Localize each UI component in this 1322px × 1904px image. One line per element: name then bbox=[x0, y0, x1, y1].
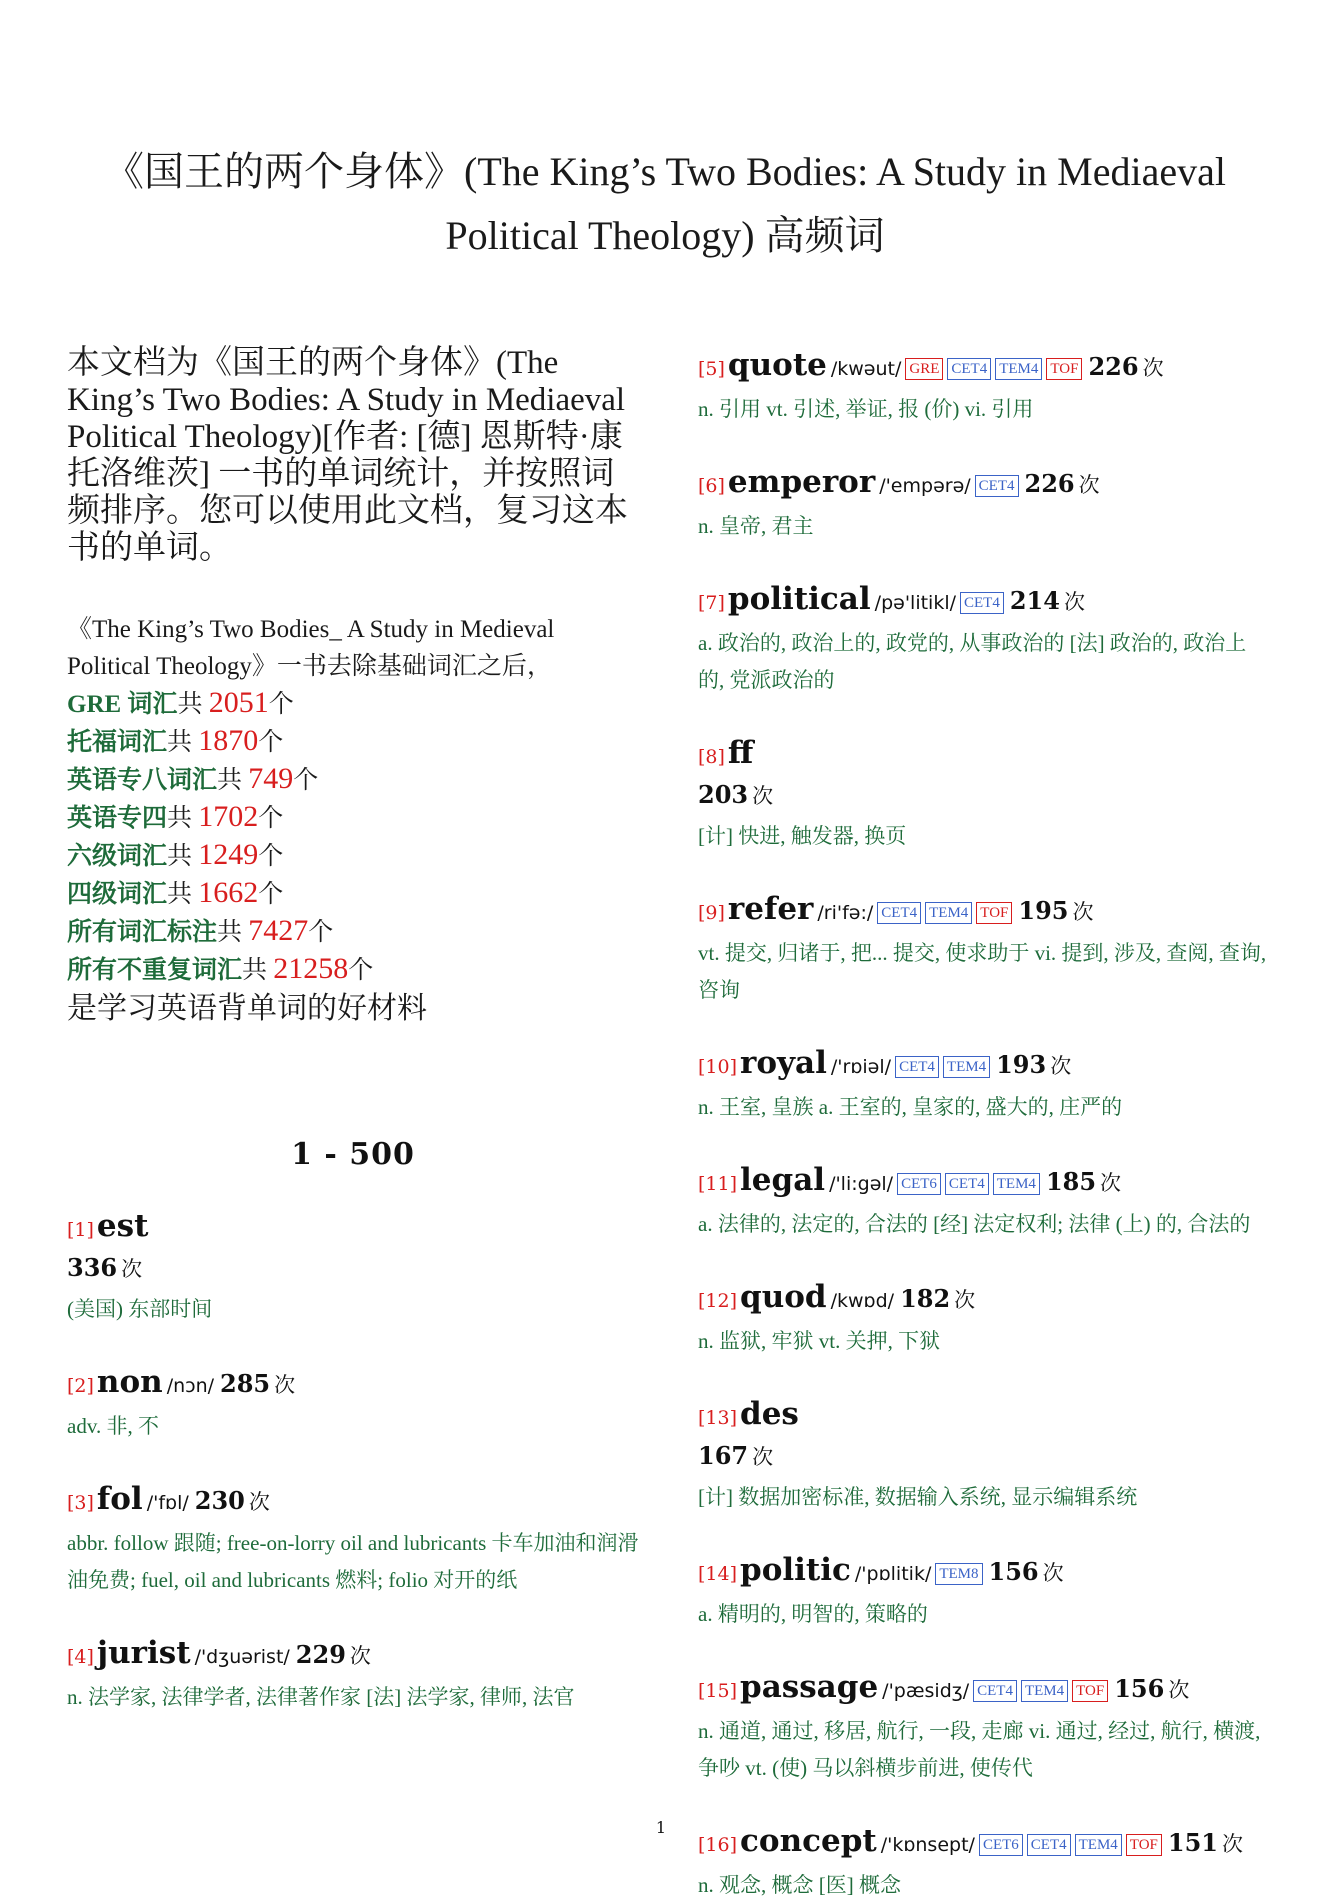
stat-unit: 个 bbox=[258, 729, 284, 756]
entry-word: concept bbox=[740, 1823, 877, 1859]
entry-index: [2] bbox=[67, 1375, 94, 1397]
stat-unit: 个 bbox=[293, 767, 319, 794]
frequency-count: 214 bbox=[1009, 586, 1060, 615]
entry-phonetic: /'empərə/ bbox=[879, 475, 971, 497]
entry-definition: n. 观念, 概念 [医] 概念 bbox=[698, 1873, 901, 1897]
entry-phonetic: /'pɒlitik/ bbox=[854, 1563, 932, 1585]
exam-tag-badge: TOF bbox=[1046, 358, 1082, 380]
entry-head bbox=[698, 1550, 1270, 1594]
frequency-unit: 次 bbox=[1142, 356, 1164, 380]
stat-row bbox=[67, 723, 639, 761]
entry-head bbox=[698, 733, 1270, 777]
entry-head bbox=[67, 1206, 639, 1250]
word-entry bbox=[698, 1550, 1270, 1633]
entry-definition: a. 精明的, 明智的, 策略的 bbox=[698, 1602, 928, 1626]
stat-unit: 个 bbox=[348, 957, 374, 984]
entry-frequency bbox=[894, 1284, 976, 1313]
entry-index: [11] bbox=[698, 1173, 738, 1195]
entry-phonetic: /kwɒd/ bbox=[830, 1290, 895, 1312]
entry-phonetic: /'rɒiəl/ bbox=[830, 1056, 892, 1078]
exam-tag-badge: CET6 bbox=[897, 1173, 941, 1195]
entry-frequency bbox=[698, 777, 1270, 816]
frequency-unit: 次 bbox=[1168, 1678, 1190, 1702]
frequency-count: 226 bbox=[1024, 469, 1075, 498]
frequency-unit: 次 bbox=[121, 1257, 143, 1281]
exam-tag-badge: CET4 bbox=[960, 592, 1004, 614]
document-title: 《国王的两个身体》(The King’s Two Bodies: A Study in Mediaeval Political Theology) 高频词 bbox=[104, 149, 1226, 258]
entry-head bbox=[698, 462, 1270, 506]
frequency-unit: 次 bbox=[1072, 900, 1094, 924]
exam-tag-badge: CET4 bbox=[877, 902, 921, 924]
exam-tag-badge: TEM8 bbox=[935, 1563, 982, 1585]
entry-index: [1] bbox=[67, 1219, 94, 1241]
entry-index: [10] bbox=[698, 1056, 738, 1078]
entry-word: fol bbox=[96, 1481, 143, 1517]
word-entry bbox=[698, 1394, 1270, 1516]
entry-word: quote bbox=[727, 347, 827, 383]
stat-value: 1870 bbox=[198, 724, 259, 757]
entry-frequency bbox=[990, 1050, 1072, 1079]
right-column bbox=[698, 345, 1270, 1904]
range-heading: 1 - 500 bbox=[291, 1137, 415, 1172]
entry-head bbox=[67, 1362, 639, 1406]
entry-phonetic: /ri'fə:/ bbox=[817, 902, 874, 924]
entry-word: royal bbox=[740, 1045, 827, 1081]
stat-unit: 个 bbox=[258, 805, 284, 832]
exam-tag-badge: TEM4 bbox=[995, 358, 1042, 380]
page-number: 1 bbox=[655, 1818, 667, 1837]
frequency-unit: 次 bbox=[1063, 590, 1085, 614]
exam-tag-badge: CET4 bbox=[947, 358, 991, 380]
entry-head bbox=[698, 1394, 1270, 1438]
frequency-count: 151 bbox=[1167, 1828, 1218, 1857]
entry-phonetic: /'li:gəl/ bbox=[829, 1173, 894, 1195]
exam-tag-badge: TEM4 bbox=[993, 1173, 1040, 1195]
closing-line: 是学习英语背单词的好材料 bbox=[67, 992, 427, 1025]
stat-value: 7427 bbox=[248, 914, 309, 947]
entry-definition: abbr. follow 跟随; free-on-lorry oil and lubricants 卡车加油和润滑油免费; fuel, oil and lubricants 燃料; folio 对开的纸 bbox=[67, 1531, 639, 1592]
entry-word: ff bbox=[727, 735, 754, 771]
entry-definition: n. 皇帝, 君主 bbox=[698, 514, 814, 538]
entry-word: passage bbox=[740, 1669, 879, 1705]
stat-suffix: 共 bbox=[217, 767, 249, 794]
entry-definition: n. 监狱, 牢狱 vt. 关押, 下狱 bbox=[698, 1329, 941, 1353]
stat-row bbox=[67, 685, 639, 723]
entry-phonetic: /'kɒnsept/ bbox=[880, 1834, 975, 1856]
entry-definition: n. 法学家, 法律学者, 法律著作家 [法] 法学家, 律师, 法官 bbox=[67, 1685, 575, 1709]
entry-definition: [计] 数据加密标准, 数据输入系统, 显示编辑系统 bbox=[698, 1485, 1138, 1509]
frequency-unit: 次 bbox=[954, 1288, 976, 1312]
entry-definition: vt. 提交, 归诸于, 把... 提交, 使求助于 vi. 提到, 涉及, 查阅, 查询, 咨询 bbox=[698, 941, 1267, 1002]
stat-label: 所有词汇标注 bbox=[67, 919, 218, 946]
entry-index: [13] bbox=[698, 1407, 738, 1429]
entry-frequency bbox=[1082, 352, 1164, 381]
stat-label: 托福词汇 bbox=[67, 729, 168, 756]
stat-suffix: 共 bbox=[167, 843, 199, 870]
word-entry bbox=[698, 889, 1270, 1009]
frequency-count: 226 bbox=[1088, 352, 1139, 381]
stat-suffix: 共 bbox=[242, 957, 274, 984]
entry-index: [16] bbox=[698, 1834, 738, 1856]
exam-tag-badge: TOF bbox=[976, 902, 1012, 924]
stat-row bbox=[67, 875, 639, 913]
stat-unit: 个 bbox=[258, 843, 284, 870]
word-entry bbox=[67, 1479, 639, 1599]
stat-label: 四级词汇 bbox=[67, 881, 168, 908]
entry-index: [5] bbox=[698, 358, 725, 380]
entry-definition: n. 王室, 皇族 a. 王室的, 皇家的, 盛大的, 庄严的 bbox=[698, 1095, 1123, 1119]
frequency-count: 195 bbox=[1018, 896, 1069, 925]
entry-word: political bbox=[727, 581, 871, 617]
exam-tag-badge: CET4 bbox=[945, 1173, 989, 1195]
stat-row bbox=[67, 913, 639, 951]
stat-label: 英语专八词汇 bbox=[67, 767, 218, 794]
stat-row bbox=[67, 761, 639, 799]
word-entry bbox=[67, 1362, 639, 1445]
frequency-unit: 次 bbox=[1050, 1054, 1072, 1078]
frequency-count: 185 bbox=[1045, 1167, 1097, 1196]
entry-head bbox=[698, 579, 1270, 623]
exam-tag-badge: TEM4 bbox=[943, 1056, 990, 1078]
entry-index: [9] bbox=[698, 902, 725, 924]
entry-frequency bbox=[1004, 586, 1085, 615]
entry-definition: n. 引用 vt. 引述, 举证, 报 (价) vi. 引用 bbox=[698, 397, 1034, 421]
entry-frequency bbox=[983, 1557, 1064, 1586]
exam-tag-badge: TEM4 bbox=[1075, 1834, 1122, 1856]
stat-label: 六级词汇 bbox=[67, 843, 168, 870]
entry-word: politic bbox=[740, 1552, 851, 1588]
stat-label: 英语专四 bbox=[67, 805, 168, 832]
frequency-count: 285 bbox=[220, 1369, 271, 1398]
left-entry-list bbox=[67, 1206, 639, 1716]
entry-word: jurist bbox=[96, 1635, 191, 1671]
stat-value: 2051 bbox=[208, 686, 269, 719]
entry-frequency bbox=[1019, 469, 1100, 498]
frequency-count: 229 bbox=[295, 1640, 346, 1669]
stat-value: 749 bbox=[248, 762, 294, 795]
entry-phonetic: /kwəut/ bbox=[830, 358, 902, 380]
entry-index: [6] bbox=[698, 475, 725, 497]
entry-head bbox=[698, 345, 1270, 389]
word-entry bbox=[698, 1160, 1270, 1243]
frequency-count: 230 bbox=[194, 1486, 245, 1515]
entry-word: emperor bbox=[727, 464, 876, 500]
entry-definition: [计] 快进, 触发器, 换页 bbox=[698, 824, 907, 848]
frequency-unit: 次 bbox=[1221, 1832, 1243, 1856]
entry-word: non bbox=[96, 1364, 163, 1400]
word-entry bbox=[698, 1277, 1270, 1360]
frequency-unit: 次 bbox=[1078, 473, 1100, 497]
stat-label: 所有不重复词汇 bbox=[67, 957, 243, 984]
stat-value: 21258 bbox=[273, 952, 349, 985]
entry-frequency bbox=[189, 1486, 270, 1515]
exam-tag-badge: CET4 bbox=[973, 1680, 1017, 1702]
exam-tag-badge: CET6 bbox=[979, 1834, 1023, 1856]
stat-value: 1702 bbox=[198, 800, 259, 833]
stat-suffix: 共 bbox=[177, 691, 209, 718]
stat-label: GRE 词汇 bbox=[67, 691, 178, 718]
word-entry bbox=[698, 1667, 1270, 1787]
entry-phonetic: /'dʒuərist/ bbox=[194, 1646, 290, 1668]
summary-lead: 《The King’s Two Bodies_ A Study in Medieval Political Theology》一书去除基础词汇之后， bbox=[67, 616, 555, 680]
entry-word: quod bbox=[740, 1279, 827, 1315]
entry-index: [4] bbox=[67, 1646, 94, 1668]
exam-tag-badge: TEM4 bbox=[925, 902, 972, 924]
word-entry bbox=[698, 579, 1270, 699]
frequency-count: 336 bbox=[67, 1253, 118, 1282]
entry-frequency bbox=[67, 1250, 639, 1289]
stat-row bbox=[67, 799, 639, 837]
entry-phonetic: /nɔn/ bbox=[166, 1375, 215, 1397]
entry-definition: a. 政治的, 政治上的, 政党的, 从事政治的 [法] 政治的, 政治上的, 党派政治的 bbox=[698, 631, 1247, 692]
frequency-unit: 次 bbox=[1100, 1171, 1122, 1195]
entry-definition: adv. 非, 不 bbox=[67, 1414, 159, 1438]
stat-value: 1249 bbox=[198, 838, 259, 871]
exam-tag-badge: CET4 bbox=[975, 475, 1019, 497]
word-entry bbox=[67, 1206, 639, 1328]
entry-frequency bbox=[1040, 1167, 1122, 1196]
right-entry-list bbox=[698, 345, 1270, 1904]
entry-index: [3] bbox=[67, 1492, 94, 1514]
entry-head bbox=[67, 1633, 639, 1677]
exam-tag-badge: CET4 bbox=[895, 1056, 939, 1078]
stat-suffix: 共 bbox=[167, 805, 199, 832]
intro-paragraph: 本文档为《国王的两个身体》(The King’s Two Bodies: A Study in Mediaeval Political Theology)[作者: [德] 恩斯特·康托洛维茨] 一书的单词统计，并按照词频排序。您可以使用此文档，复习这本书的单词。 bbox=[67, 345, 628, 566]
frequency-count: 203 bbox=[698, 780, 749, 809]
word-entry bbox=[67, 1633, 639, 1716]
word-entry bbox=[698, 733, 1270, 855]
entry-index: [7] bbox=[698, 592, 725, 614]
stats-list bbox=[67, 685, 639, 989]
stat-row bbox=[67, 837, 639, 875]
frequency-unit: 次 bbox=[752, 784, 774, 808]
entry-index: [14] bbox=[698, 1563, 738, 1585]
entry-word: est bbox=[96, 1208, 149, 1244]
frequency-count: 156 bbox=[988, 1557, 1039, 1586]
left-column bbox=[67, 345, 639, 1716]
exam-tag-badge: TEM4 bbox=[1021, 1680, 1068, 1702]
frequency-count: 156 bbox=[1114, 1674, 1165, 1703]
word-entry bbox=[698, 462, 1270, 545]
stat-row bbox=[67, 951, 639, 989]
entry-head bbox=[698, 1277, 1270, 1321]
frequency-count: 182 bbox=[900, 1284, 951, 1313]
entry-phonetic: /pə'litikl/ bbox=[874, 592, 957, 614]
stat-unit: 个 bbox=[258, 881, 284, 908]
entry-frequency bbox=[290, 1640, 371, 1669]
frequency-unit: 次 bbox=[349, 1644, 371, 1668]
stat-suffix: 共 bbox=[167, 729, 199, 756]
exam-tag-badge: CET4 bbox=[1027, 1834, 1071, 1856]
entry-definition: a. 法律的, 法定的, 合法的 [经] 法定权利; 法律 (上) 的, 合法的 bbox=[698, 1212, 1251, 1236]
stat-suffix: 共 bbox=[217, 919, 249, 946]
word-entry bbox=[698, 345, 1270, 428]
entry-frequency bbox=[698, 1438, 1270, 1477]
exam-tag-badge: TOF bbox=[1072, 1680, 1108, 1702]
frequency-unit: 次 bbox=[248, 1490, 270, 1514]
entry-index: [12] bbox=[698, 1290, 738, 1312]
exam-tag-badge: TOF bbox=[1126, 1834, 1162, 1856]
entry-word: des bbox=[740, 1396, 799, 1432]
summary-block bbox=[67, 611, 639, 1029]
entry-index: [15] bbox=[698, 1680, 738, 1702]
word-entry bbox=[698, 1043, 1270, 1126]
stat-unit: 个 bbox=[268, 691, 294, 718]
exam-tag-badge: GRE bbox=[905, 358, 943, 380]
entry-frequency bbox=[1108, 1674, 1190, 1703]
entry-definition: (美国) 东部时间 bbox=[67, 1297, 213, 1321]
entry-frequency bbox=[1012, 896, 1094, 925]
frequency-unit: 次 bbox=[274, 1373, 296, 1397]
entry-word: refer bbox=[727, 891, 814, 927]
entry-word: legal bbox=[740, 1162, 826, 1198]
frequency-unit: 次 bbox=[752, 1445, 774, 1469]
entry-head bbox=[698, 889, 1270, 933]
entry-head bbox=[698, 1160, 1270, 1204]
entry-phonetic: /'fɒl/ bbox=[146, 1492, 189, 1514]
frequency-count: 193 bbox=[996, 1050, 1047, 1079]
stat-value: 1662 bbox=[198, 876, 259, 909]
frequency-count: 167 bbox=[698, 1441, 749, 1470]
entry-head bbox=[698, 1043, 1270, 1087]
entry-phonetic: /'pæsidʒ/ bbox=[882, 1680, 970, 1702]
stat-unit: 个 bbox=[308, 919, 334, 946]
entry-definition: n. 通道, 通过, 移居, 航行, 一段, 走廊 vi. 通过, 经过, 航行, 横渡, 争吵 vt. (使) 马以斜横步前进, 使传代 bbox=[698, 1719, 1261, 1780]
entry-head bbox=[698, 1667, 1270, 1711]
entry-head bbox=[67, 1479, 639, 1523]
entry-frequency bbox=[214, 1369, 296, 1398]
stat-suffix: 共 bbox=[167, 881, 199, 908]
frequency-unit: 次 bbox=[1042, 1561, 1064, 1585]
entry-index: [8] bbox=[698, 746, 725, 768]
